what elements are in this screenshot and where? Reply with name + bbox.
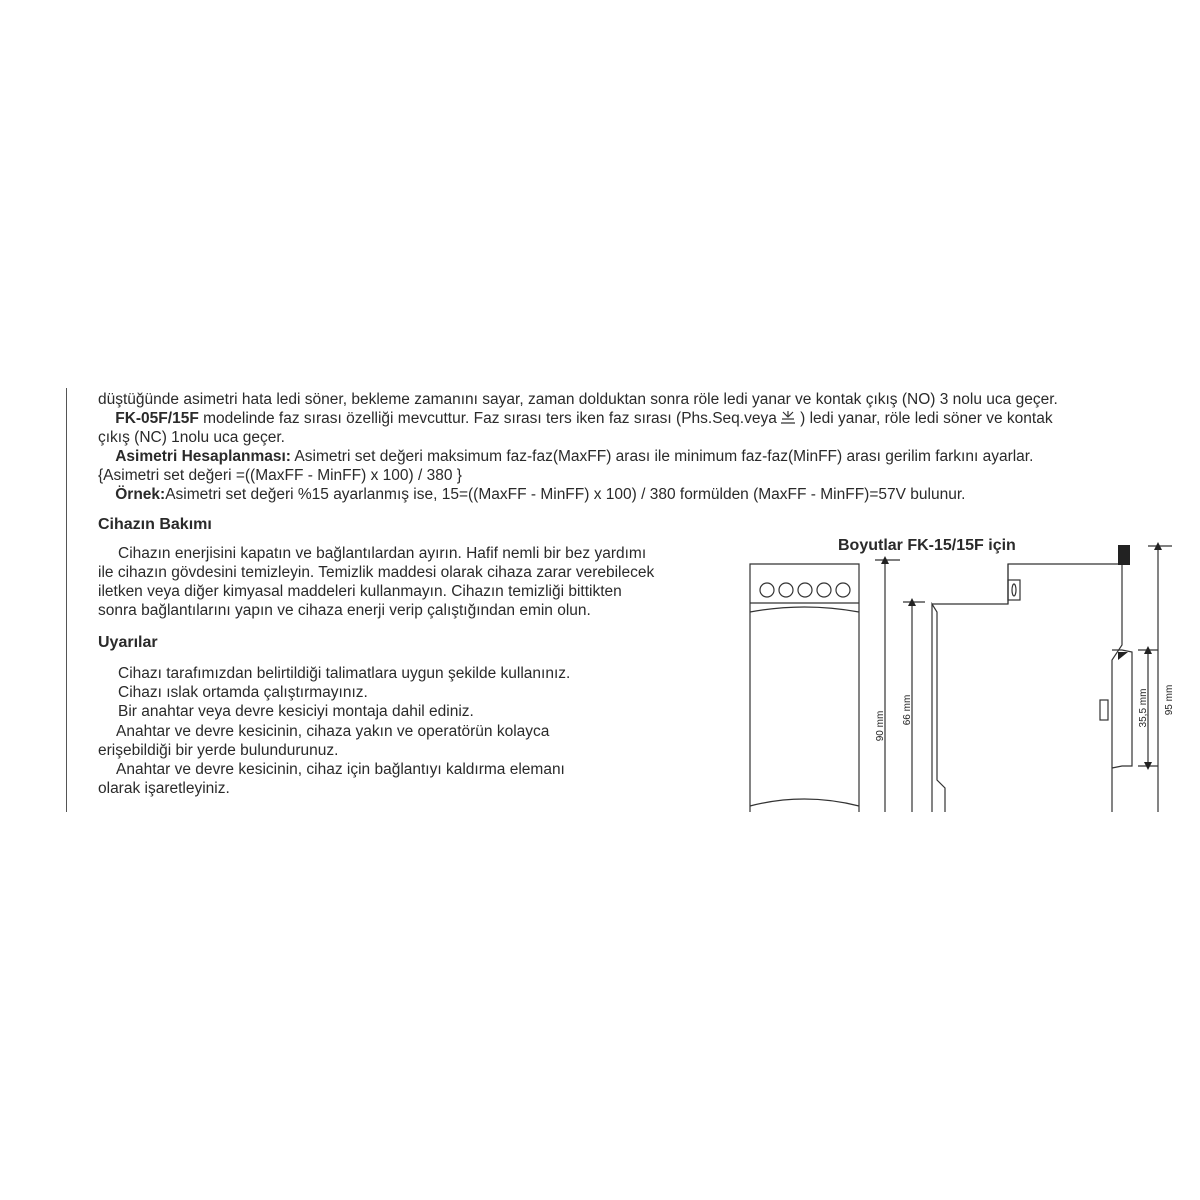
device-side-profile — [932, 564, 1122, 812]
example-bold: Örnek: — [115, 486, 166, 503]
formula-line: {Asimetri set değeri =((MaxFF - MinFF) x 100) / 380 } — [98, 467, 462, 484]
warning-line-7: olarak işaretleyiniz. — [98, 780, 230, 797]
dimensions-title: Boyutlar FK-15/15F için — [838, 537, 1016, 554]
text-line-1: düştüğünde asimetri hata ledi söner, bekleme zamanını sayar, zaman dolduktan sonra röle ledi yanar ve kontak çıkış (NO) 3 nolu uca geçer. — [98, 391, 1058, 408]
text-line-6 — [98, 485, 965, 504]
asymmetry-calc-bold: Asimetri Hesaplanması: — [115, 448, 291, 465]
phase-sequence-text-end: ) ledi yanar, röle ledi söner ve kontak — [795, 410, 1053, 427]
warning-line-5: erişebildiği bir yerde bulundurunuz. — [98, 742, 339, 759]
warning-line-6: Anahtar ve devre kesicinin, cihaz için bağlantıyı kaldırma elemanı — [116, 761, 565, 778]
model-name-bold: FK-05F/15F — [115, 410, 199, 427]
phase-sequence-icon — [780, 410, 796, 430]
warning-line-4: Anahtar ve devre kesicinin, cihaza yakın ve operatörün kolayca — [116, 723, 550, 740]
example-text: Asimetri set değeri %15 ayarlanmış ise, 15=((MaxFF - MinFF) x 100) / 380 formülden (MaxFF - MinFF)=57V bulunur. — [165, 486, 966, 503]
left-margin-rule — [66, 388, 67, 812]
dim-35-5-label: 35,5 mm — [1138, 688, 1149, 728]
device-front-view — [750, 564, 859, 812]
maintenance-line-4: sonra bağlantılarını yapın ve cihaza enerji verip çalıştığından emin olun. — [98, 602, 591, 619]
dim-90-label: 90 mm — [875, 710, 886, 742]
warning-line-1: Cihazı tarafımızdan belirtildiği talimatlara uygun şekilde kullanınız. — [118, 665, 571, 682]
text-line-4 — [98, 447, 1033, 466]
din-rail — [1100, 650, 1132, 768]
text-line-3: çıkış (NC) 1nolu uca geçer. — [98, 429, 285, 446]
maintenance-line-1: Cihazın enerjisini kapatın ve bağlantılardan ayırın. Hafif nemli bir bez yardımı — [118, 545, 647, 562]
phase-sequence-text: modelinde faz sırası özelliği mevcuttur. Faz sırası ters iken faz sırası (Phs.Seq.veya — [198, 410, 777, 427]
text-line-2 — [98, 409, 1053, 430]
maintenance-line-2: ile cihazın gövdesini temizleyin. Temizlik maddesi olarak cihaza zarar verebilecek — [98, 564, 655, 581]
dim-66-label: 66 mm — [902, 694, 913, 726]
warning-line-3: Bir anahtar veya devre kesiciyi montaja dahil ediniz. — [118, 703, 474, 720]
asymmetry-calc-text: Asimetri set değeri maksimum faz-faz(MaxFF) arası ile minimum faz-faz(MinFF) arası gerilim farkını ayarlar. — [290, 448, 1034, 465]
maintenance-heading: Cihazın Bakımı — [98, 516, 212, 533]
dimensions-diagram — [740, 540, 1180, 814]
warning-line-2: Cihazı ıslak ortamda çalıştırmayınız. — [118, 684, 368, 701]
dim-95-label: 95 mm — [1164, 684, 1175, 716]
warnings-heading: Uyarılar — [98, 634, 158, 651]
maintenance-line-3: iletken veya diğer kimyasal maddeleri kullanmayın. Cihazın temizliği bittikten — [98, 583, 622, 600]
